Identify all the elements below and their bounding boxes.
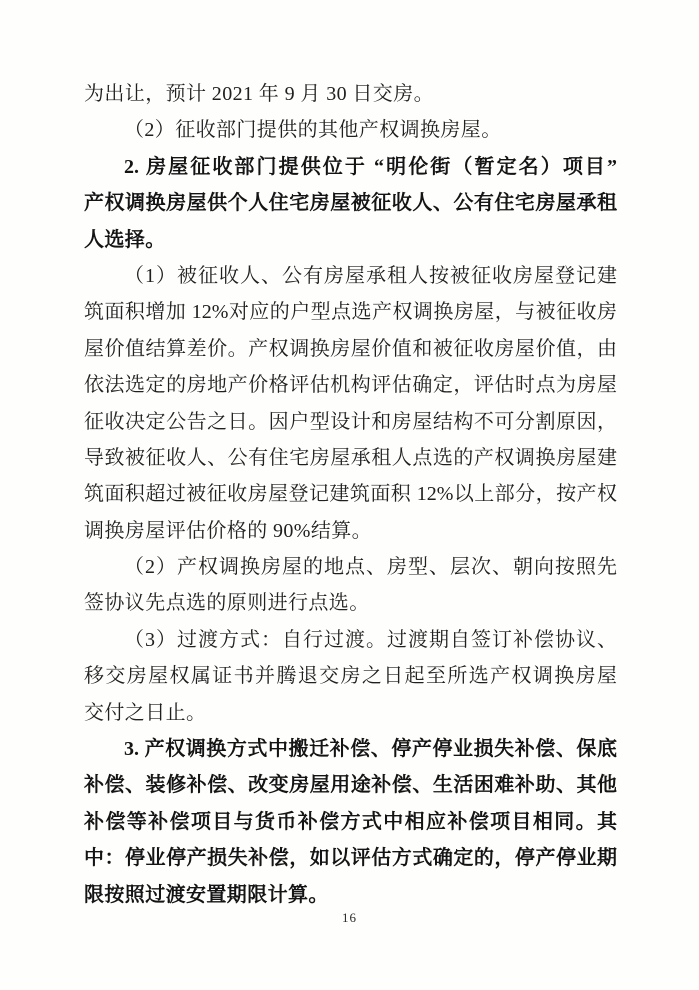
text-line: 中：停业停产损失补偿，如以评估方式确定的，停产停业期 bbox=[84, 847, 617, 870]
text-line: 人选择。 bbox=[84, 228, 166, 251]
text-line: 限按照过渡安置期限计算。 bbox=[84, 883, 329, 906]
text-line: 补偿、装修补偿、改变房屋用途补偿、生活困难补助、其他 bbox=[84, 774, 617, 797]
text-line: 交付之日止。 bbox=[84, 701, 207, 724]
text-line: 征收决定公告之日。因户型设计和房屋结构不可分割原因， bbox=[84, 410, 617, 433]
text-block bbox=[84, 76, 617, 913]
text-line: 2. 房屋征收部门提供位于 “明伦街（暂定名）项目” bbox=[124, 155, 617, 178]
text-line: （2）产权调换房屋的地点、房型、层次、朝向按照先 bbox=[124, 556, 617, 579]
text-line: 补偿等补偿项目与货币补偿方式中相应补偿项目相同。其 bbox=[84, 810, 617, 833]
text-line: 筑面积超过被征收房屋登记建筑面积 12%以上部分，按产权 bbox=[84, 483, 617, 506]
text-line: 依法选定的房地产价格评估机构评估确定，评估时点为房屋 bbox=[84, 374, 617, 397]
text-line: 筑面积增加 12%对应的户型点选产权调换房屋，与被征收房 bbox=[84, 301, 617, 324]
text-line: （2）征收部门提供的其他产权调换房屋。 bbox=[124, 119, 502, 142]
text-line: 调换房屋评估价格的 90%结算。 bbox=[84, 519, 373, 542]
text-line: 为出让，预计 2021 年 9 月 30 日交房。 bbox=[84, 83, 434, 105]
text-line: 3. 产权调换方式中搬迁补偿、停产停业损失补偿、保底 bbox=[124, 738, 617, 761]
text-line: 移交房屋权属证书并腾退交房之日起至所选产权调换房屋 bbox=[84, 665, 617, 688]
text-line: 签协议先点选的原则进行点选。 bbox=[84, 592, 370, 615]
text-line: （3）过渡方式：自行过渡。过渡期自签订补偿协议、 bbox=[124, 628, 617, 651]
text-line: 导致被征收人、公有住宅房屋承租人点选的产权调换房屋建 bbox=[84, 446, 617, 469]
text-line: （1）被征收人、公有房屋承租人按被征收房屋登记建 bbox=[124, 264, 617, 287]
text-line: 产权调换房屋供个人住宅房屋被征收人、公有住宅房屋承租 bbox=[84, 192, 617, 215]
text-line: 屋价值结算差价。产权调换房屋价值和被征收房屋价值，由 bbox=[84, 337, 617, 360]
page-number: 16 bbox=[342, 910, 357, 925]
